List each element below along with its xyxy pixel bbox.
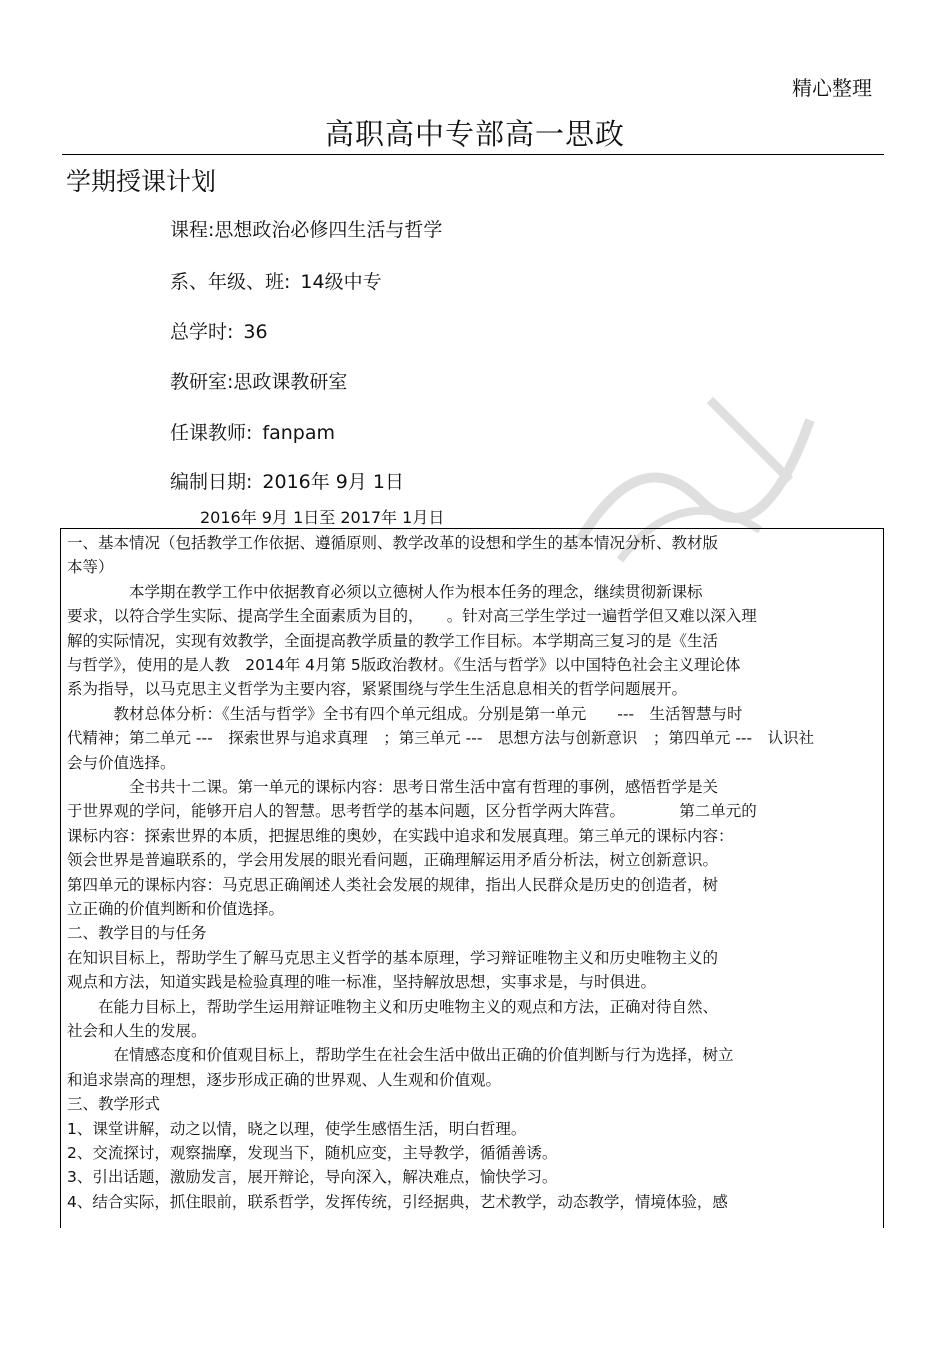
class-label: 系、年级、班: <box>170 271 291 293</box>
content-line: 会与价值选择。 <box>67 753 176 772</box>
content-line: 在能力目标上，帮助学生运用辩证唯物主义和历史唯物主义的观点和方法，正确对待自然、 <box>67 997 719 1016</box>
content-line: 三、教学形式 <box>67 1095 161 1114</box>
office-label: 教研室: <box>170 371 234 393</box>
content-line: 领会世界是普遍联系的，学会用发展的眼光看问题，正确理解运用矛盾分析法，树立创新意识。 <box>67 851 719 870</box>
content-line: 社会和人生的发展。 <box>67 1022 207 1040</box>
content-line: 本等） <box>67 558 114 577</box>
date-label: 编制日期: <box>170 471 253 493</box>
teacher-value: fanpam <box>262 422 335 444</box>
teaching-period: 2016年 9月 1日至 2017年 1月日 <box>200 508 445 527</box>
page-subtitle: 学期授课计划 <box>66 167 217 196</box>
class-field <box>170 267 382 294</box>
content-line: 课标内容：探索世界的本质，把握思维的奥妙，在实践中追求和发展真理。第三单元的课标内容： <box>67 826 734 845</box>
office-value: 思政课教研室 <box>233 371 348 393</box>
content-line: 在知识目标上，帮助学生了解马克思主义哲学的基本原理，学习辩证唯物主义和历史唯物主义的 <box>67 948 719 967</box>
date-field <box>170 467 404 494</box>
content-line: 第四单元的课标内容：马克思正确阐述人类社会发展的规律，指出人民群众是历史的创造者，树 <box>67 875 719 894</box>
content-line: 立正确的价值判断和价值选择。 <box>67 900 285 918</box>
title-rule <box>62 154 884 155</box>
content-line: 教材总体分析：《生活与哲学》全书有四个单元组成。分别是第一单元 --- 生活智慧与时 <box>67 704 743 723</box>
content-line: 4、结合实际，抓住眼前，联系哲学，发挥传统，引经据典，艺术教学，动态教学，情境体验，感 <box>67 1192 728 1211</box>
content-line: 3、引出话题，激励发言，展开辩论，导向深入，解决难点，愉快学习。 <box>67 1168 558 1187</box>
teacher-field <box>170 418 335 445</box>
content-line: 观点和方法，知道实践是检验真理的唯一标准，坚持解放思想，实事求是，与时俱进。 <box>67 973 657 992</box>
content-line: 系为指导，以马克思主义哲学为主要内容，紧紧围绕与学生生活息息相关的哲学问题展开。 <box>67 680 688 699</box>
content-line: 与哲学》，使用的是人教 2014年 4月第 5版政治教材。《生活与哲学》以中国特色社会主义理论体 <box>67 656 741 674</box>
teacher-label: 任课教师: <box>170 422 253 444</box>
corner-label: 精心整理 <box>792 76 872 100</box>
hours-field <box>170 317 268 344</box>
content-line: 二、教学目的与任务 <box>67 924 207 943</box>
content-line: 在情感态度和价值观目标上，帮助学生在社会生活中做出正确的价值判断与行为选择，树立 <box>67 1046 734 1065</box>
content-line: 解的实际情况，实现有效教学，全面提高教学质量的教学工作目标。本学期高三复习的是《生活 <box>67 631 719 650</box>
course-field <box>170 215 442 242</box>
content-line: 要求，以符合学生实际、提高学生全面素质为目的， 。针对高三学生学过一遍哲学但又难以深入理 <box>67 607 757 626</box>
office-field <box>170 367 347 394</box>
course-value: 思想政治必修四生活与哲学 <box>214 219 443 241</box>
content-line: 代精神；第二单元 --- 探索世界与追求真理 ；第三单元 --- 思想方法与创新意识 ；第四单元 --- 认识社 <box>67 729 815 748</box>
content-line: 于世界观的学问，能够开启人的智慧。思考哲学的基本问题，区分哲学两大阵营。 第二单元的 <box>67 802 757 821</box>
course-label: 课程: <box>170 219 215 241</box>
hours-value: 36 <box>243 321 268 343</box>
content-line: 全书共十二课。第一单元的课标内容：思考日常生活中富有哲理的事例，感悟哲学是关 <box>67 778 719 796</box>
content-line: 一、基本情况（包括教学工作依据、遵循原则、教学改革的设想和学生的基本情况分析、教材版 <box>67 534 719 552</box>
date-value: 2016年 9月 1日 <box>262 471 405 493</box>
content-line: 本学期在教学工作中依据教育必须以立德树人作为根本任务的理念，继续贯彻新课标 <box>67 582 703 601</box>
class-value: 14级中专 <box>300 271 382 293</box>
page-title: 高职高中专部高一思政 <box>324 117 625 151</box>
content-line: 和追求崇高的理想，逐步形成正确的世界观、人生观和价值观。 <box>67 1070 502 1089</box>
hours-label: 总学时: <box>170 321 234 343</box>
content-line: 1、课堂讲解，动之以情，晓之以理，使学生感悟生活，明白哲理。 <box>67 1119 527 1138</box>
content-line: 2、交流探讨，观察揣摩，发现当下，随机应变，主导教学，循循善诱。 <box>67 1144 558 1162</box>
